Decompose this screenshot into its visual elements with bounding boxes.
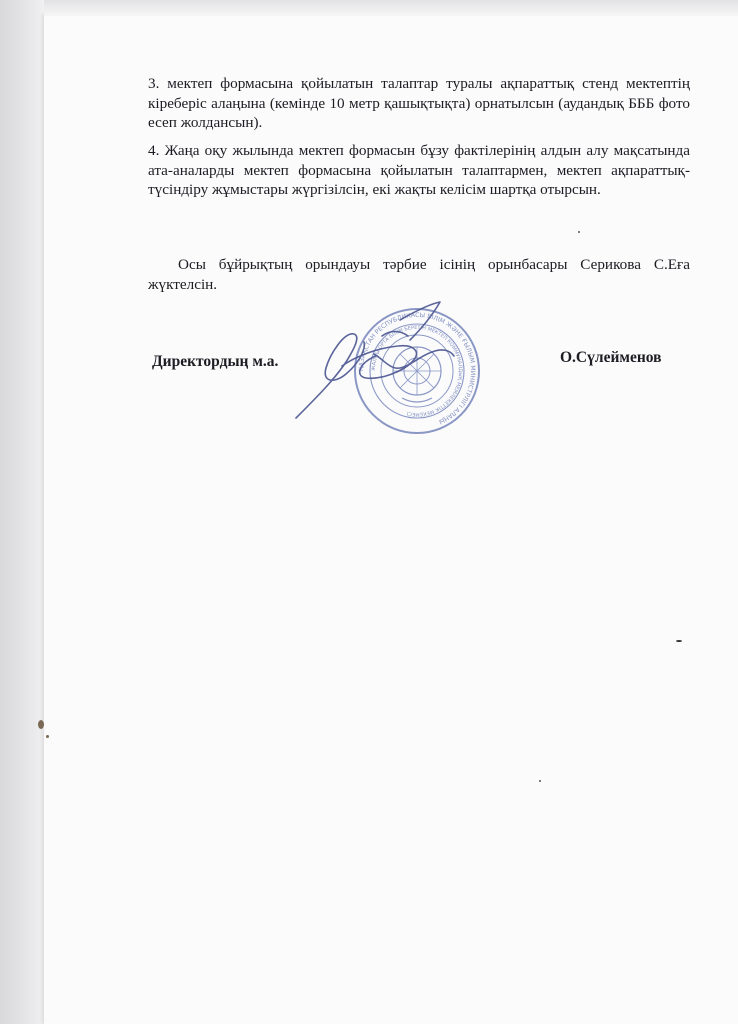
- paper-speck: [578, 231, 580, 233]
- handwritten-signature: [282, 296, 458, 426]
- scan-top-band: [44, 0, 738, 16]
- order-item-4: 4. Жаңа оқу жылында мектеп формасын бұзу фактілерінің алдын алу мақсатында ата-аналарды мектеп формасына қойылатын талаптармен, мектеп ақпараттық- түсіндіру жұмыстары жүргізілсін, екі жақты келісім шартқа отырсын.: [148, 142, 690, 198]
- paper-speck: [46, 735, 49, 738]
- signatory-name: О.Сүлейменов: [560, 349, 662, 366]
- stamp-outer-text: ҚАЗАҚСТАН РЕСПУБЛИКАСЫ БІЛІМ ЖӘНЕ ҒЫЛЫМ МИНИСТРЛІГІ АЛАҢЫ: [357, 311, 477, 426]
- paper-speck: [539, 780, 541, 782]
- paper-speck: [676, 640, 682, 642]
- stamp-inner-text: ЖАЛПЫ ОРТА БІЛІМ БЕРЕТІН МЕКТЕП КОММУНАЛДЫҚ МЕМЛЕКЕТТІК МЕКЕМЕСІ: [370, 324, 464, 418]
- signatory-position: Директордың м.а.: [152, 353, 279, 370]
- scan-edge-shadow: [0, 0, 46, 1024]
- order-item-3: 3. мектеп формасына қойылатын талаптар туралы ақпараттық стенд мектептің кіреберіс алаңына (кемінде 10 метр қашықтықта) орнатылсын (аудандық БББ фото есеп жолдансын).: [148, 75, 690, 131]
- execution-responsibility: Осы бұйрықтың орындауы тәрбие ісінің орынбасары Серикова С.Еға жүктелсін.: [148, 256, 690, 293]
- paper-speck: [38, 720, 44, 729]
